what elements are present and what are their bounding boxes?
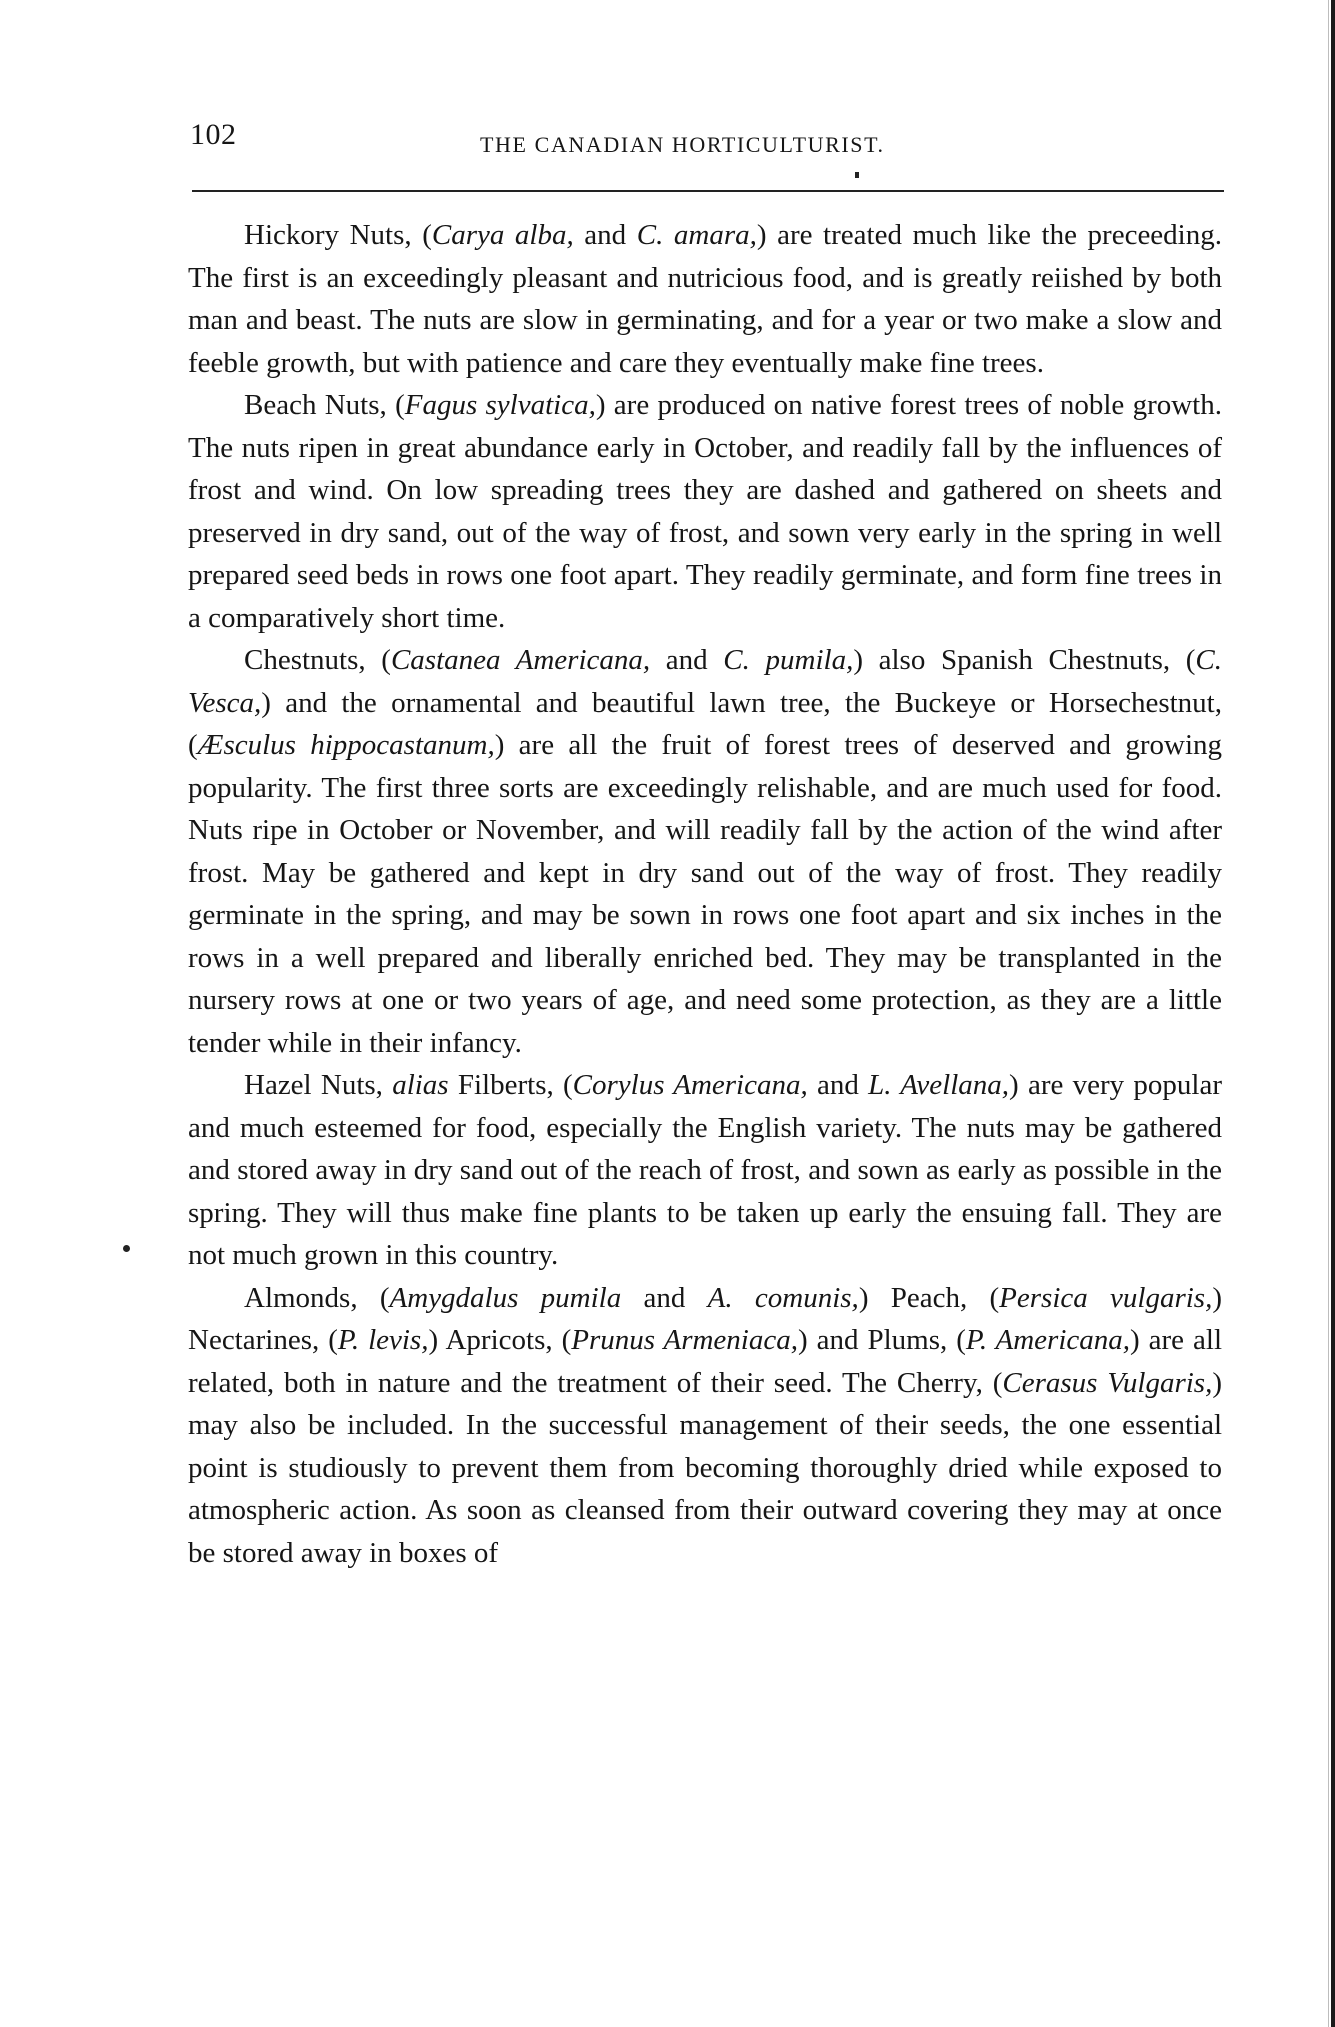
text-run: ) are all related, both in nature and the treatment of their seed. The Cherry, (	[188, 1324, 1223, 1399]
paragraph-hickory	[188, 214, 1222, 384]
text-run: ) and the ornamental and beautiful lawn tree, the Buckeye or Horsechestnut, (	[188, 686, 1222, 761]
text-run: ) are treated much like the preceeding. The first is an exceedingly pleasant and nutricious food, and is greatly reiished by both man and beast. The nuts are slow in germinating, and for a year or two make a slow and feeble growth, but with patience and care they eventually make fine trees.	[188, 219, 1222, 379]
species-name: C. amara,	[636, 219, 757, 251]
paragraph-almonds	[188, 1277, 1222, 1575]
text-run: ) Peach, (	[858, 1281, 1000, 1314]
text-run: ) are produced on native forest trees of noble growth. The nuts ripen in great abundance early in October, and readily fall by the influences of frost and wind. On low spreading trees they are dashed and gathered on sheets and preserved in dry sand, out of the way of frost, and sown very early in the spring in well prepared seed beds in rows one foot apart. They readily germinate, and form fine trees in a comparatively short time.	[188, 389, 1222, 634]
text-run: ) are all the fruit of forest trees of deserved and growing popularity. The first three sorts are exceedingly relishable, and are much used for food. Nuts ripe in October or November, and will readily fall by the action of the wind after frost. May be gathered and kept in dry sand out of the way of frost. They readily germinate in the spring, and may be sown in rows one foot apart and six inches in the rows in a well prepared and liberally enriched bed. They may be transplanted in the nursery rows at one or two years of age, and need some protection, as they are a little tender while in their infancy.	[188, 729, 1223, 1059]
body-text	[188, 214, 1222, 1574]
running-head: THE CANADIAN HORTICULTURIST.	[480, 132, 885, 157]
species-name: Cerasus Vulgaris,	[1002, 1366, 1213, 1399]
text-run: and	[807, 1069, 869, 1101]
text-run: ) are very popular and much esteemed for food, especially the English variety. The nuts may be gathered and stored away in dry sand out of the reach of frost, and sown as early as possible in the spring. They will thus make fine plants to be taken up early the ensuing fall. They are not much grown in this country.	[188, 1069, 1223, 1271]
text-run: Hazel Nuts,	[244, 1069, 393, 1101]
species-name: Prunus Armeniaca,	[571, 1324, 798, 1356]
page-edge	[1331, 0, 1335, 2027]
margin-mark	[123, 1245, 130, 1252]
text-run: Beach Nuts, (	[244, 389, 405, 421]
species-name: Persica vulgaris,	[999, 1281, 1213, 1314]
species-name: A. comunis,	[707, 1281, 859, 1314]
header-dot	[855, 172, 859, 178]
header-rule	[192, 190, 1224, 192]
text-run: ) Apricots, (	[428, 1324, 572, 1356]
species-name: C. Vesca,	[188, 644, 1222, 719]
species-name: alias	[392, 1069, 449, 1101]
text-run: ) and Plums, (	[797, 1324, 966, 1356]
species-name: P. Americana,	[965, 1324, 1131, 1356]
species-name: Carya alba,	[431, 219, 574, 251]
species-name: Amygdalus pumila	[389, 1281, 622, 1314]
paragraph-chestnuts	[188, 639, 1222, 1064]
species-name: Castanea Americana,	[390, 644, 651, 676]
text-run: and	[573, 219, 637, 251]
paragraph-hazel	[188, 1064, 1222, 1277]
species-name: C. pumila,	[723, 644, 854, 676]
text-run: ) may also be included. In the successful management of their seeds, the one essential point is studiously to prevent them from becoming thoroughly dried while exposed to atmospheric action. As soon as cleansed from their outward covering they may at once be stored away in boxes of	[188, 1366, 1223, 1569]
species-name: Fagus sylvatica,	[404, 389, 596, 421]
page-number: 102	[190, 118, 237, 151]
text-run: ) Nectarines, (	[188, 1281, 1223, 1356]
species-name: L. Avellana,	[868, 1069, 1010, 1101]
text-run: Filberts, (	[448, 1069, 573, 1101]
text-run: Almonds, (	[244, 1281, 390, 1314]
text-run: Hickory Nuts, (	[244, 219, 432, 251]
page-edge-shadow	[1328, 0, 1329, 2027]
text-run: and	[650, 644, 724, 676]
species-name: Corylus Americana,	[572, 1069, 808, 1101]
text-run: and	[621, 1281, 708, 1314]
species-name: Æsculus hippocastanum,	[197, 729, 495, 761]
paragraph-beach	[188, 384, 1222, 639]
species-name: P. levis,	[337, 1324, 429, 1356]
text-run: ) also Spanish Chestnuts, (	[853, 644, 1196, 676]
text-run: Chestnuts, (	[244, 644, 391, 676]
